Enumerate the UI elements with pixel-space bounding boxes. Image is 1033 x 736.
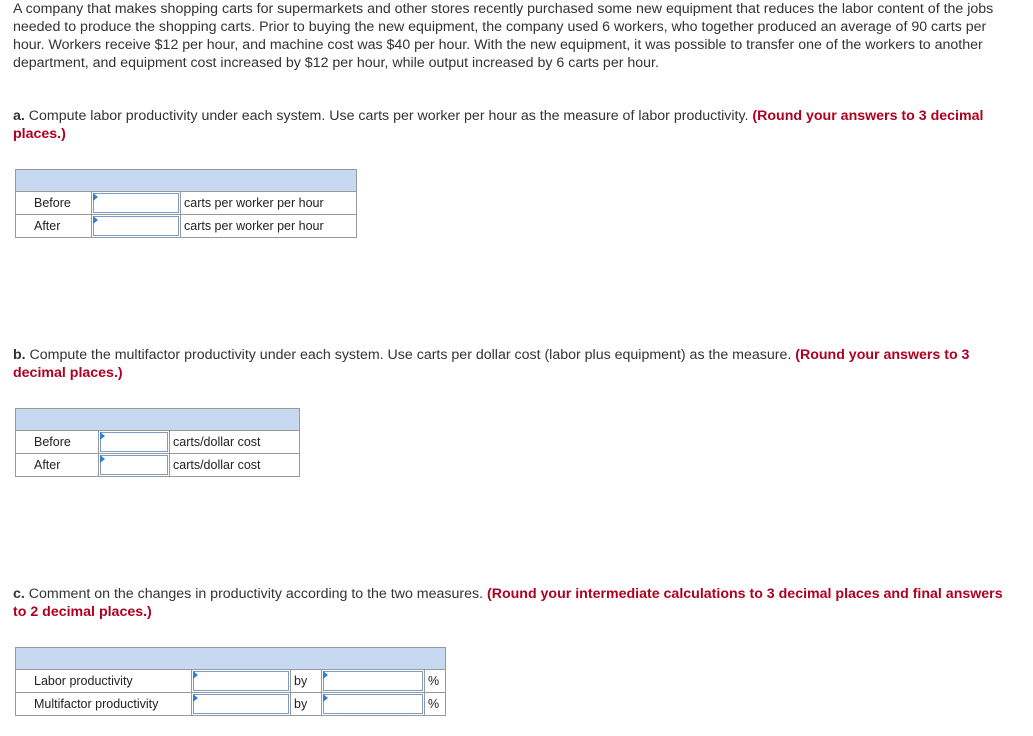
table-row	[16, 693, 446, 716]
answer-table-c	[15, 647, 446, 716]
question-a-text: Compute labor productivity under each system. Use carts per worker per hour as the measure of labor productivity.	[24, 108, 753, 124]
question-b-letter: b.	[13, 347, 26, 363]
table-row	[16, 192, 357, 215]
input-flag-icon	[100, 432, 105, 440]
question-a-note: (Round your answers to 3 decimal places.)	[13, 108, 984, 142]
row-label: Multifactor productivity	[16, 693, 192, 716]
by-label: by	[291, 693, 322, 716]
unit-label: carts/dollar cost	[170, 431, 300, 454]
table-row	[16, 215, 357, 238]
question-a	[13, 107, 1003, 143]
table-header	[16, 170, 357, 192]
input-flag-icon	[323, 671, 328, 679]
answer-input-b-after[interactable]	[99, 454, 170, 477]
table-row	[16, 431, 300, 454]
input-flag-icon	[193, 694, 198, 702]
row-label: Labor productivity	[16, 670, 192, 693]
answer-field[interactable]	[93, 193, 179, 213]
input-flag-icon	[193, 671, 198, 679]
question-b	[13, 346, 1003, 382]
direction-select-multifactor[interactable]	[192, 693, 291, 716]
table-header	[16, 409, 300, 431]
answer-field[interactable]	[100, 455, 168, 475]
problem-statement: A company that makes shopping carts for supermarkets and other stores recently purchased some new equipment that reduces the labor content of the jobs needed to produce the shopping carts. Prior to buying the new equipment, the company used 6 workers, who together produced an average of 90 carts per hour. Workers receive $12 per hour, and machine cost was $40 per hour. With the new equipment, it was possible to transfer one of the workers to another department, and equipment cost increased by $12 per hour, while output increased by 6 carts per hour.	[13, 1, 994, 71]
question-c	[13, 585, 1003, 621]
percent-label: %	[425, 670, 446, 693]
table-header	[16, 648, 446, 670]
answer-input-multifactor-percent[interactable]	[322, 693, 425, 716]
row-label: Before	[16, 192, 92, 215]
unit-label: carts/dollar cost	[170, 454, 300, 477]
answer-field[interactable]	[323, 671, 423, 691]
row-label: After	[16, 215, 92, 238]
unit-label: carts per worker per hour	[181, 215, 357, 238]
answer-field[interactable]	[93, 216, 179, 236]
answer-field[interactable]	[100, 432, 168, 452]
input-flag-icon	[93, 193, 98, 201]
answer-input-labor-percent[interactable]	[322, 670, 425, 693]
answer-field[interactable]	[323, 694, 423, 714]
answer-table-a	[15, 169, 357, 238]
table-row	[16, 670, 446, 693]
answer-table-b	[15, 408, 300, 477]
input-flag-icon	[323, 694, 328, 702]
answer-input-b-before[interactable]	[99, 431, 170, 454]
answer-field[interactable]	[193, 671, 289, 691]
question-c-letter: c.	[13, 586, 25, 602]
by-label: by	[291, 670, 322, 693]
question-c-note: (Round your intermediate calculations to 3 decimal places and final answers to 2 decimal places.)	[13, 586, 1003, 620]
row-label: After	[16, 454, 99, 477]
percent-label: %	[425, 693, 446, 716]
unit-label: carts per worker per hour	[181, 192, 357, 215]
answer-input-a-before[interactable]	[92, 192, 181, 215]
input-flag-icon	[93, 216, 98, 224]
answer-input-a-after[interactable]	[92, 215, 181, 238]
question-b-text: Compute the multifactor productivity under each system. Use carts per dollar cost (labor plus equipment) as the measure.	[25, 347, 796, 363]
direction-select-labor[interactable]	[192, 670, 291, 693]
question-a-letter: a.	[13, 108, 25, 124]
table-row	[16, 454, 300, 477]
row-label: Before	[16, 431, 99, 454]
answer-field[interactable]	[193, 694, 289, 714]
question-b-note: (Round your answers to 3 decimal places.)	[13, 347, 970, 381]
input-flag-icon	[100, 455, 105, 463]
question-c-text: Comment on the changes in productivity according to the two measures.	[24, 586, 487, 602]
